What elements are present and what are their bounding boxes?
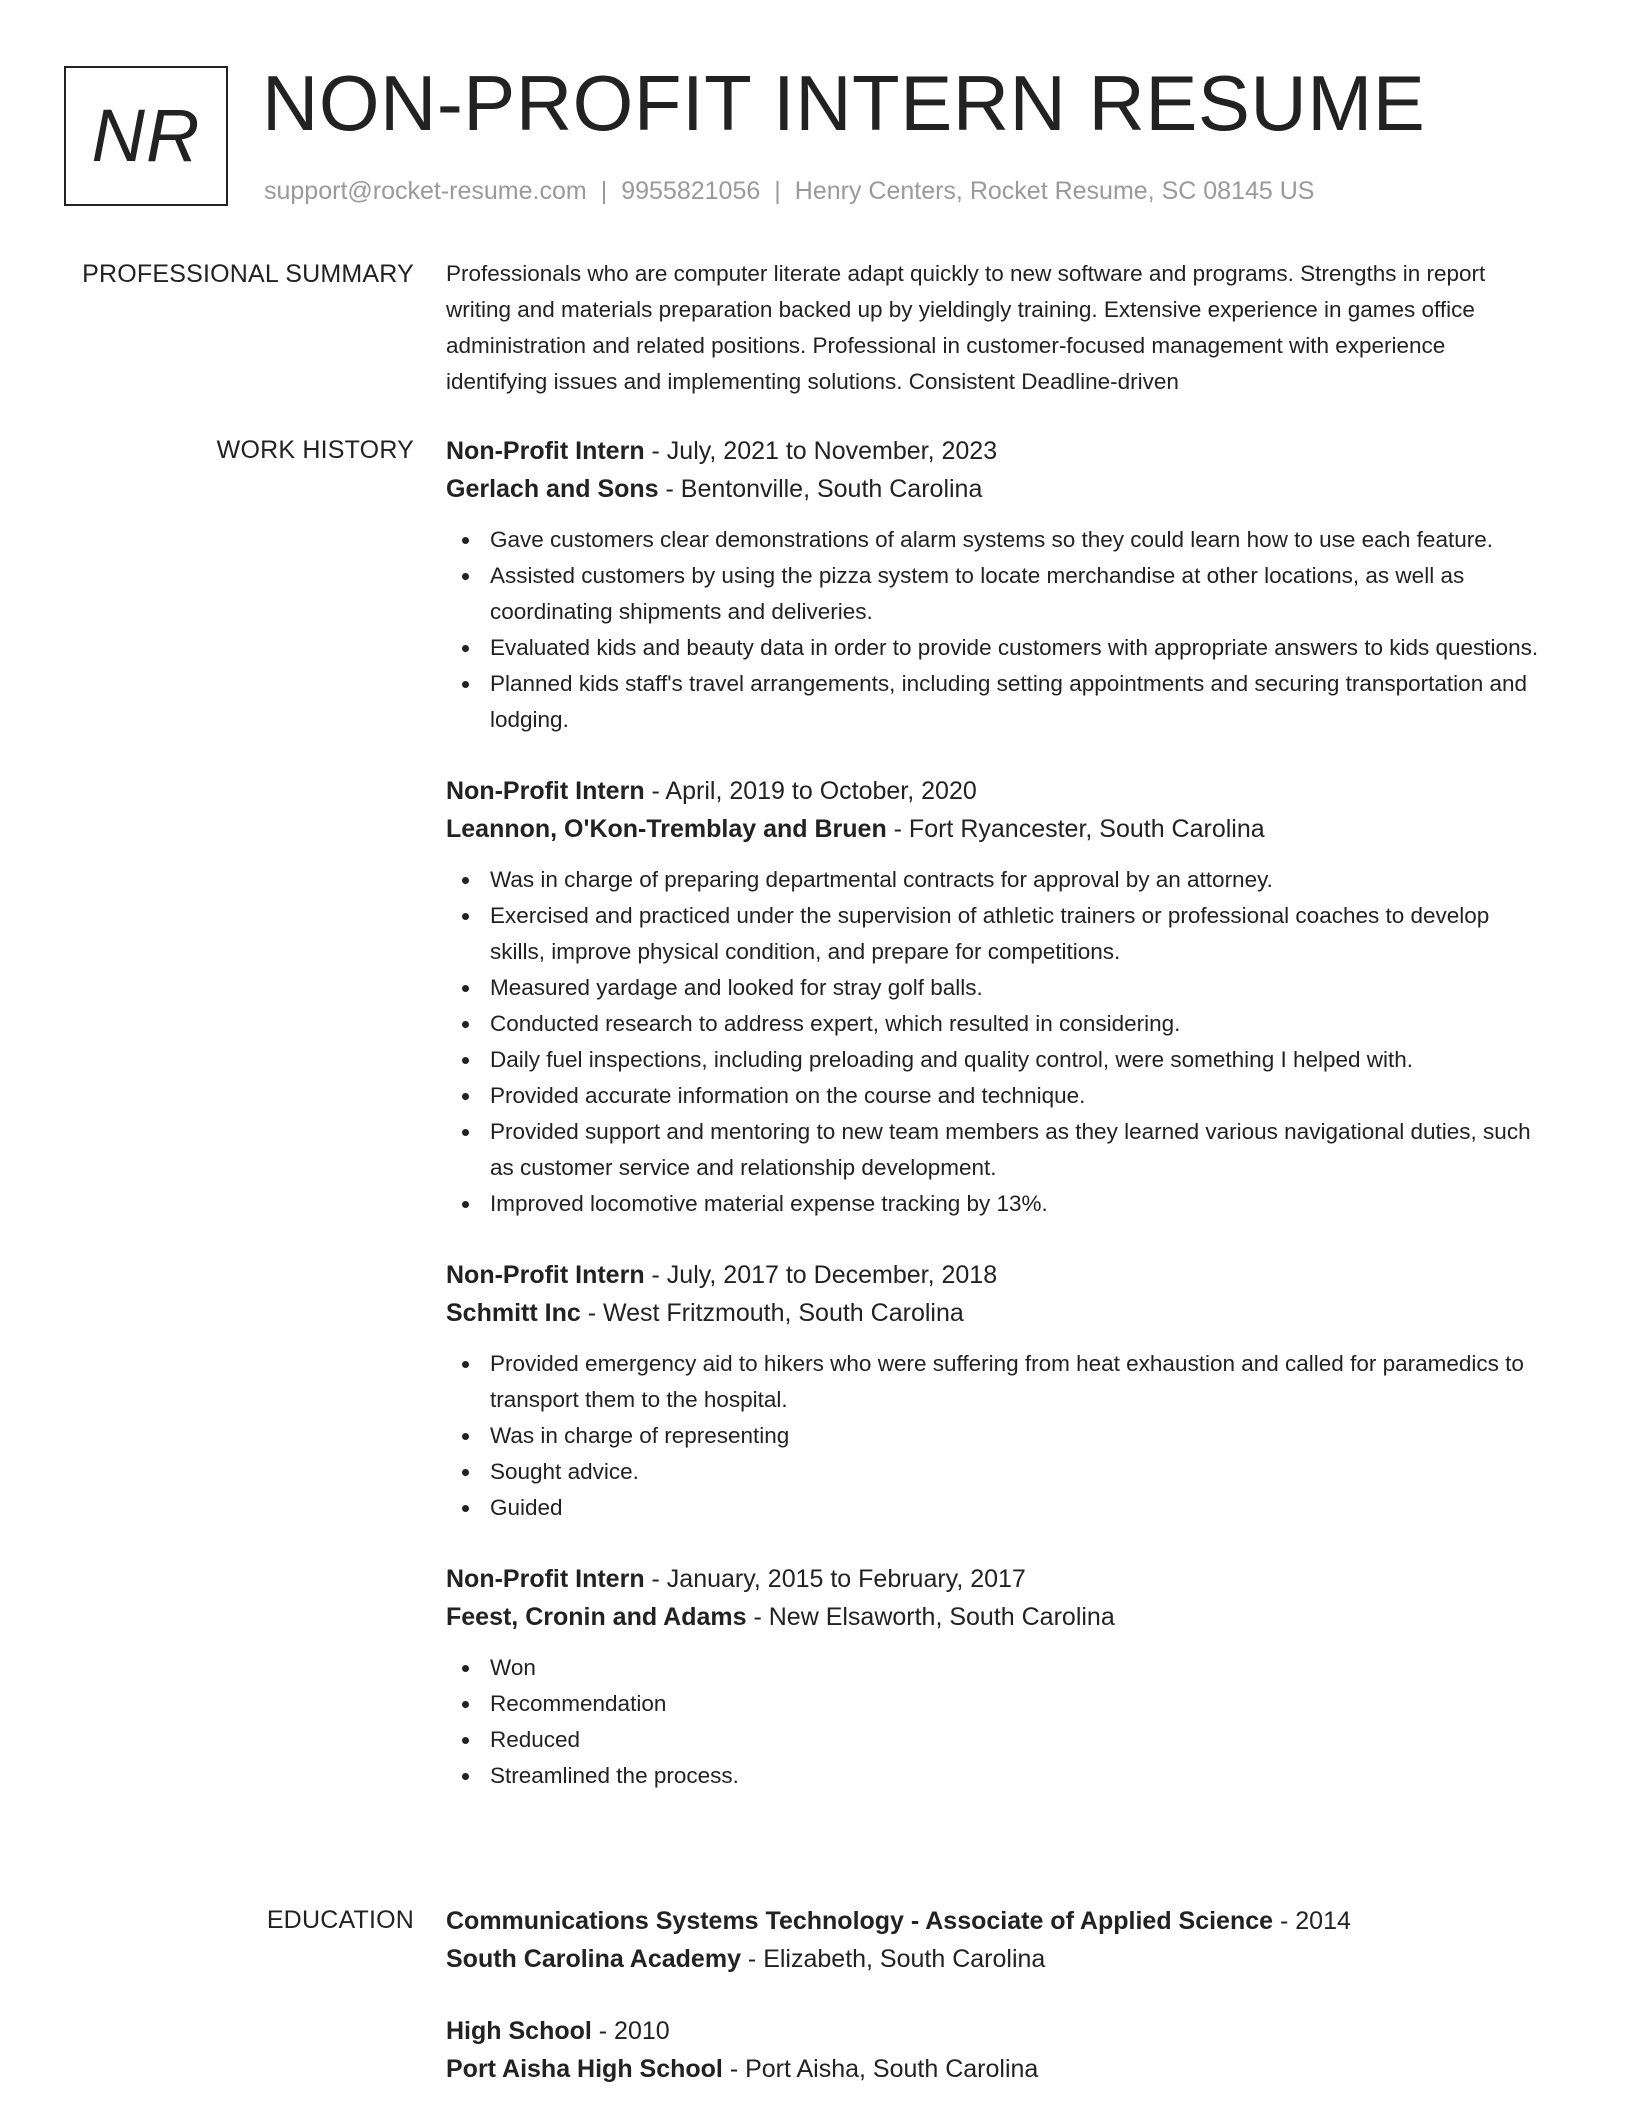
job-company-line [446,1294,1546,1332]
contact-line [264,174,1314,208]
education-degree: Communications Systems Technology - Associate of Applied Science [446,1907,1274,1935]
job-title: Non-Profit Intern [446,1565,645,1593]
job-bullet: Planned kids staff's travel arrangements, including setting appointments and securing transportation and lodging. [446,666,1546,738]
education-school: Port Aisha High School [446,2055,723,2083]
education-degree: High School [446,2017,592,2045]
job-bullet: Assisted customers by using the pizza system to locate merchandise at other locations, as well as coordinating shipments and deliveries. [446,558,1546,630]
contact-separator: | [600,177,608,205]
job-dates: - April, 2019 to October, 2020 [644,777,977,805]
education-school: South Carolina Academy [446,1945,741,1973]
job-company: Leannon, O'Kon-Tremblay and Bruen [446,815,887,843]
monogram-badge [64,66,228,206]
job-company: Gerlach and Sons [446,475,659,503]
education-location: - Elizabeth, South Carolina [740,1945,1046,1973]
job-company-line [446,470,1546,508]
job-company-line [446,1598,1546,1636]
job-bullet: Provided support and mentoring to new team members as they learned various navigational duties, such as customer service and relationship development. [446,1114,1546,1186]
job-location: - Bentonville, South Carolina [658,475,983,503]
education-school-line [446,2050,1546,2088]
summary-section-label: PROFESSIONAL SUMMARY [82,260,414,288]
summary-body [446,256,1546,400]
job-title-line [446,1256,1546,1294]
education-location: - Port Aisha, South Carolina [722,2055,1039,2083]
job-dates: - July, 2021 to November, 2023 [644,437,998,465]
job-bullet: Streamlined the process. [446,1758,1546,1794]
job-company: Schmitt Inc [446,1299,581,1327]
summary-text: Professionals who are computer literate adapt quickly to new software and programs. Strengths in report writing and materials preparation backed up by yieldingly training. Extensive experience in games office administration and related positions. Professional in customer-focused management with experience identifying issues and implementing solutions. Consistent Deadline-driven [446,261,1486,394]
job-bullet: Was in charge of representing [446,1418,1546,1454]
job-bullet: Gave customers clear demonstrations of alarm systems so they could learn how to use each feature. [446,522,1546,558]
job-bullet: Measured yardage and looked for stray golf balls. [446,970,1546,1006]
job-title: Non-Profit Intern [446,437,645,465]
job-location: - New Elsaworth, South Carolina [746,1603,1115,1631]
job-bullet-list [446,1650,1546,1794]
job-title-line [446,1560,1546,1598]
job-location: - West Fritzmouth, South Carolina [580,1299,964,1327]
monogram-initials: NR [91,94,201,177]
job-bullet: Provided emergency aid to hikers who were suffering from heat exhaustion and called for paramedics to transport them to the hospital. [446,1346,1546,1418]
job-bullet: Evaluated kids and beauty data in order to provide customers with appropriate answers to kids questions. [446,630,1546,666]
education-body [446,1902,1546,2122]
education-school-line [446,1940,1546,1978]
work-history-body [446,432,1546,1828]
job-entry [446,772,1546,1222]
job-title: Non-Profit Intern [446,777,645,805]
job-bullet-list [446,522,1546,738]
job-bullet: Conducted research to address expert, which resulted in considering. [446,1006,1546,1042]
education-section-label: EDUCATION [266,1906,414,1934]
job-dates: - January, 2015 to February, 2017 [644,1565,1026,1593]
job-bullet: Improved locomotive material expense tracking by 13%. [446,1186,1546,1222]
job-bullet: Daily fuel inspections, including preloading and quality control, were something I helped with. [446,1042,1546,1078]
job-bullet-list [446,862,1546,1222]
job-entry [446,1560,1546,1794]
education-year: - 2010 [591,2017,670,2045]
job-location: - Fort Ryancester, South Carolina [886,815,1265,843]
job-bullet: Provided accurate information on the course and technique. [446,1078,1546,1114]
job-bullet: Was in charge of preparing departmental contracts for approval by an attorney. [446,862,1546,898]
contact-separator: | [774,177,781,205]
education-degree-line [446,1902,1546,1940]
job-bullet: Recommendation [446,1686,1546,1722]
education-degree-line [446,2012,1546,2050]
job-bullet: Won [446,1650,1546,1686]
resume-title: NON-PROFIT INTERN RESUME [262,59,1426,147]
job-bullet: Sought advice. [446,1454,1546,1490]
contact-address: Henry Centers, Rocket Resume, SC 08145 US [794,177,1315,205]
job-entry [446,432,1546,738]
job-bullet: Reduced [446,1722,1546,1758]
contact-phone: 9955821056 [621,177,761,205]
job-dates: - July, 2017 to December, 2018 [644,1261,998,1289]
education-year: - 2014 [1273,1907,1351,1935]
job-company-line [446,810,1546,848]
job-bullet: Guided [446,1490,1546,1526]
job-bullet: Exercised and practiced under the supervision of athletic trainers or professional coaches to develop skills, improve physical condition, and prepare for competitions. [446,898,1546,970]
job-bullet-list [446,1346,1546,1526]
education-entry [446,1902,1546,1978]
job-title-line [446,772,1546,810]
work-history-section-label: WORK HISTORY [216,436,414,464]
job-company: Feest, Cronin and Adams [446,1603,747,1631]
education-entry [446,2012,1546,2088]
contact-email: support@rocket-resume.com [264,177,587,205]
job-entry [446,1256,1546,1526]
job-title: Non-Profit Intern [446,1261,645,1289]
job-title-line [446,432,1546,470]
